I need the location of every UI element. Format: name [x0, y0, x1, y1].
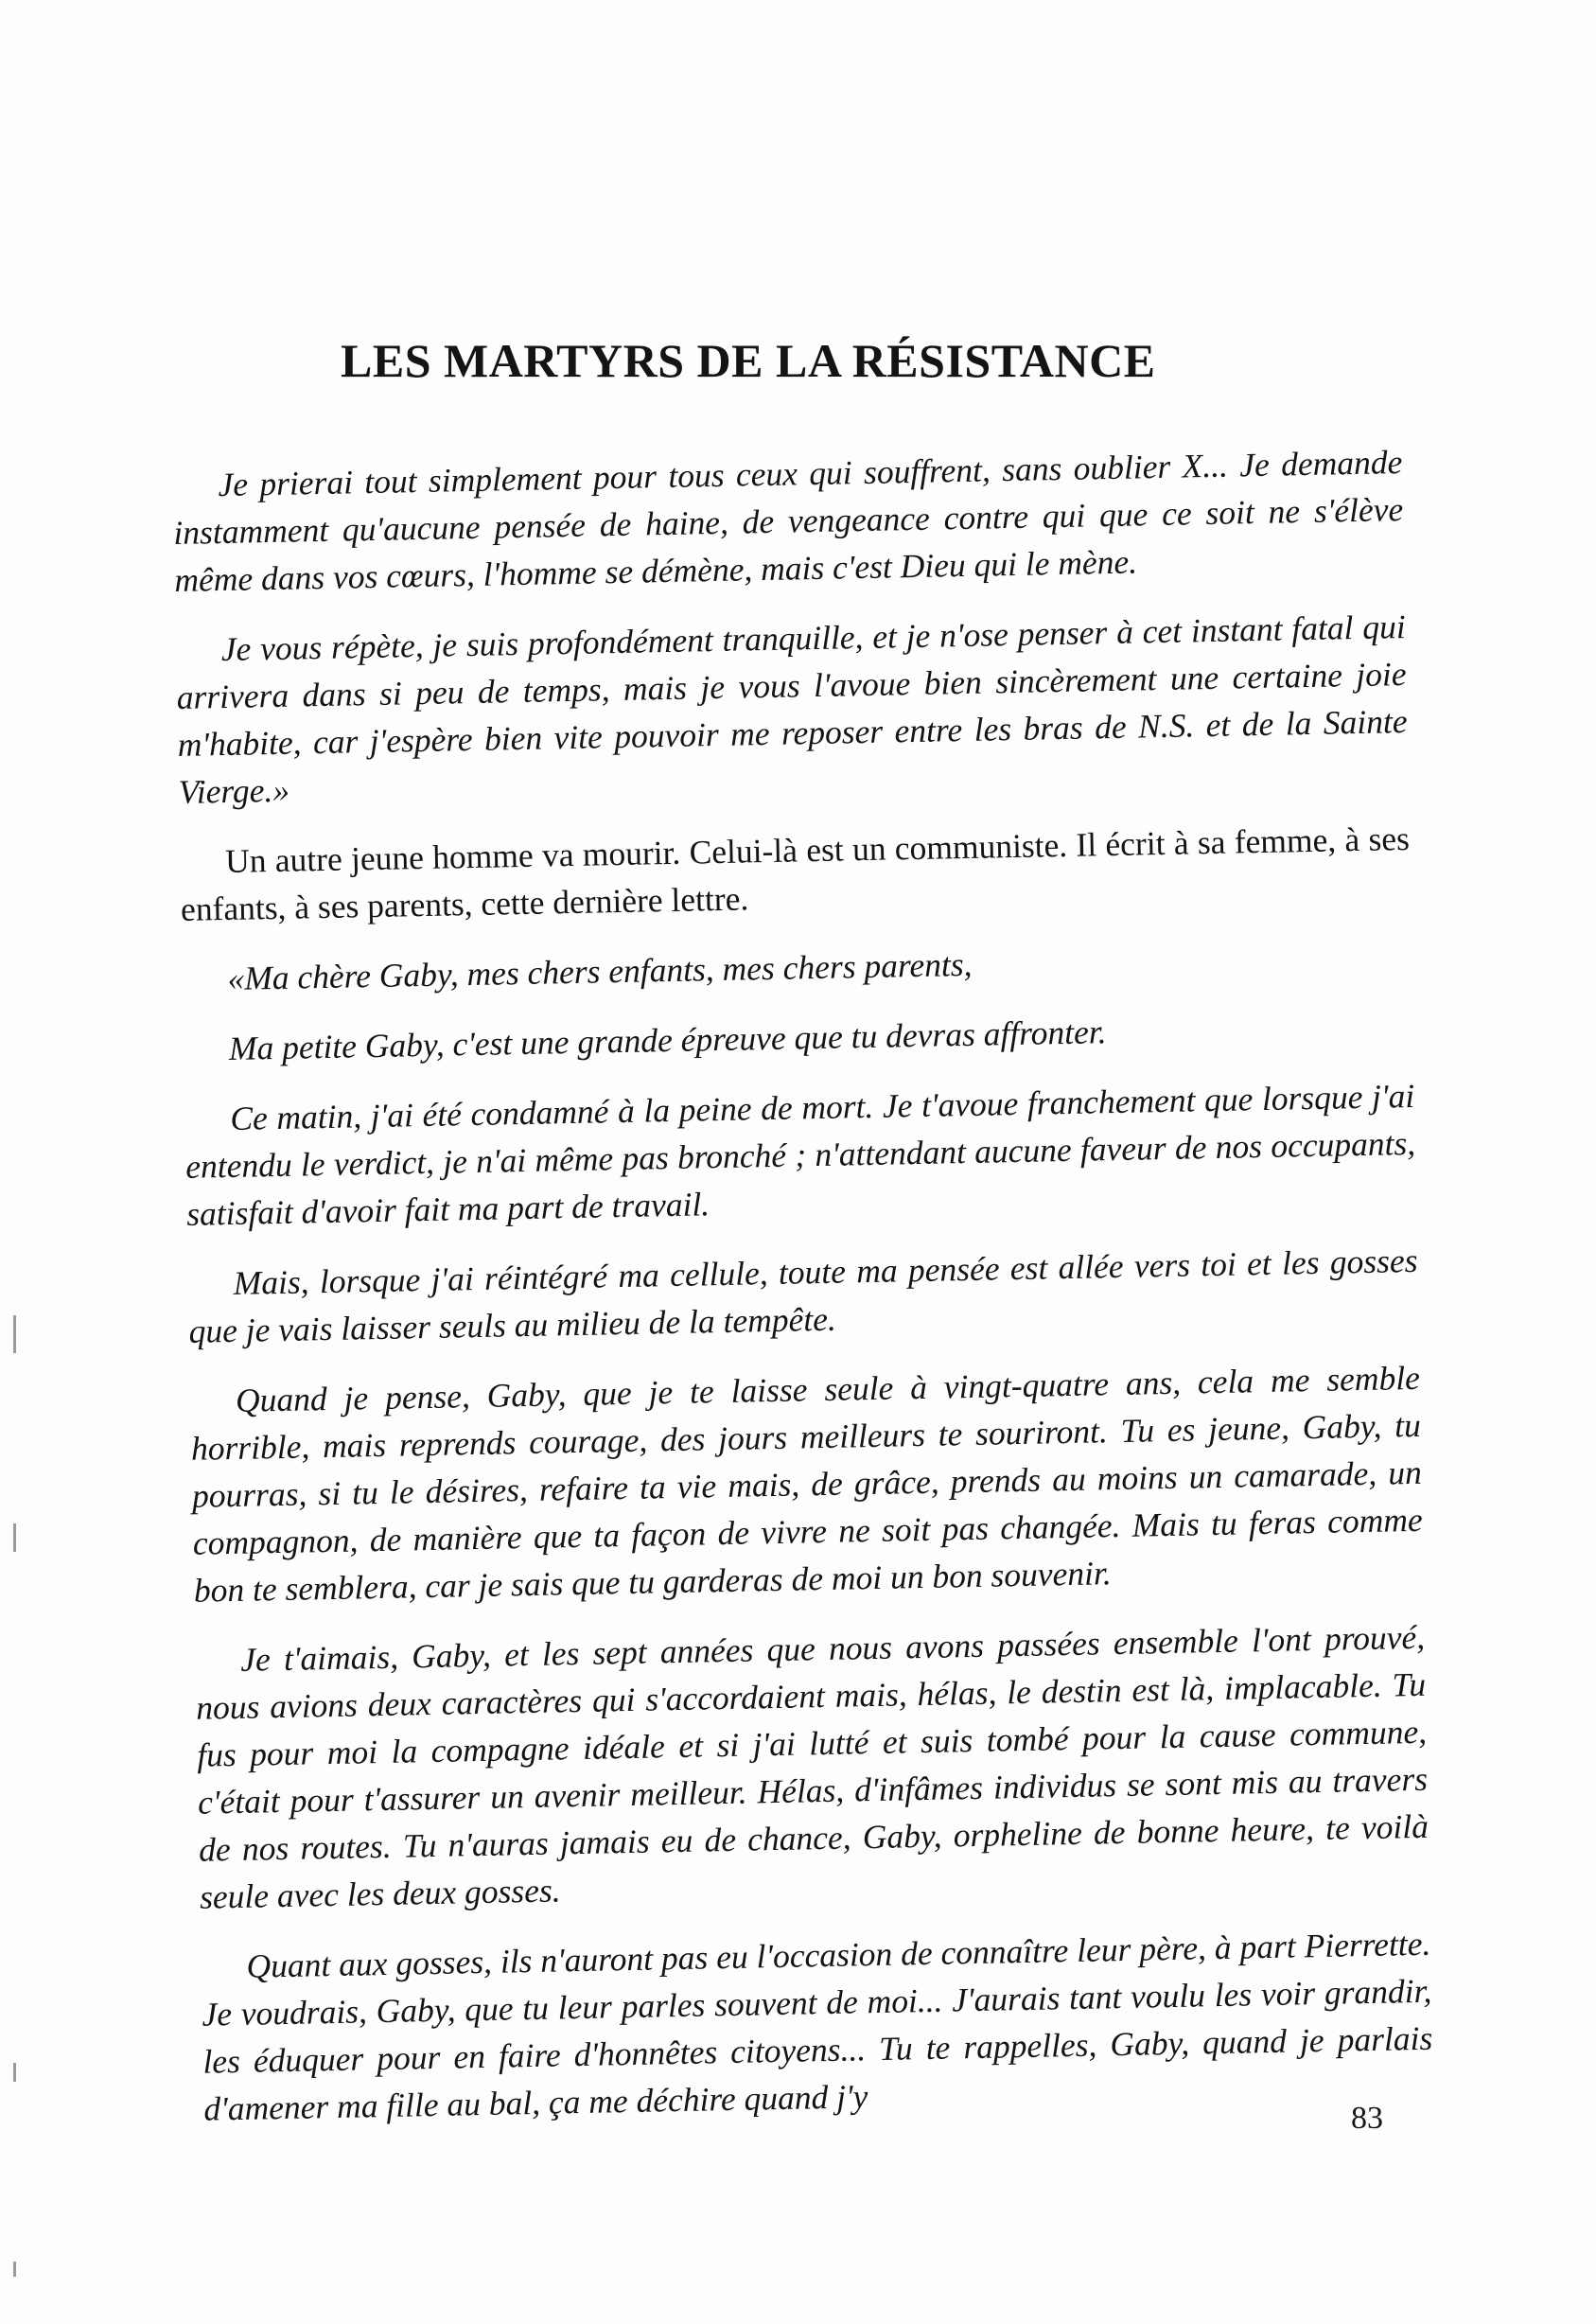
paragraph: Quant aux gosses, ils n'auront pas eu l'occasion de connaître leur père, à part Pierrette. Je voudrais, Gaby, que tu leur parles souvent de moi... J'aurais tant voulu les voir grandir, les éduquer pour en faire d'honnêtes citoyens... Tu te rappelles, Gaby, quand je parlais d'amener ma fille au bal, ça me déchire quand j'y	[202, 1924, 1433, 2128]
paragraph: Mais, lorsque j'ai réintégré ma cellule, toute ma pensée est allée vers toi et les gosses que je vais laisser seuls au milieu de la tempête.	[188, 1241, 1418, 1350]
scan-edge-mark	[13, 2063, 16, 2082]
chapter-title: LES MARTYRS DE LA RÉSISTANCE	[341, 334, 1156, 387]
paragraph: Je t'aimais, Gaby, et les sept années que nous avons passées ensemble l'ont prouvé, nous avions deux caractères qui s'accordaient mais, hélas, le destin est là, implacable. Tu fus pour moi la compagne idéale et si j'ai lutté et suis tombé pour la cause commune, c'était pour t'assurer un avenir meilleur. Hélas, d'infâmes individus se sont mis au travers de nos routes. Tu n'auras jamais eu de chance, Gaby, orpheline de bonne heure, te voilà seule avec les deux gosses.	[195, 1617, 1429, 1916]
body-text	[172, 438, 1434, 2156]
scan-edge-mark	[13, 1523, 16, 1552]
paragraph: Je vous répète, je suis profondément tranquille, et je n'ose penser à cet instant fatal qui arrivera dans si peu de temps, mais je vous l'avoue bien sincèrement une certaine joie m'habite, car j'espère bien vite pouvoir me reposer entre les bras de N.S. et de la Sainte Vierge.»	[176, 607, 1408, 811]
paragraph: «Ma chère Gaby, mes chers enfants, mes chers parents,	[227, 944, 973, 997]
paragraph: Je prierai tout simplement pour tous ceux qui souffrent, sans oublier X... Je demande instamment qu'aucune pensée de haine, de vengeance contre qui que ce soit ne s'élève même dans vos cœurs, l'homme se démène, mais c'est Dieu qui le mène.	[173, 443, 1404, 599]
scan-edge-mark	[13, 1315, 16, 1353]
paragraph: Ce matin, j'ai été condamné à la peine de mort. Je t'avoue franchement que lorsque j'ai entendu le verdict, je n'ai même pas bronché ; n'attendant aucune faveur de nos occupants, satisfait d'avoir fait ma part de travail.	[184, 1076, 1416, 1233]
paragraph: Quand je pense, Gaby, que je te laisse seule à vingt-quatre ans, cela me semble horrible, mais reprends courage, des jours meilleurs te souriront. Tu es jeune, Gaby, tu pourras, si tu le désires, refaire ta vie mais, de grâce, prends au moins un camarade, un compagnon, de manière que ta façon de vivre ne soit pas changée. Mais tu feras comme bon te semblera, car je sais que tu garderas de moi un bon souvenir.	[190, 1358, 1424, 1610]
paragraph: Un autre jeune homme va mourir. Celui-là est un communiste. Il écrit à sa femme, à ses enfants, à ses parents, cette dernière lettre.	[180, 819, 1411, 928]
paragraph: Ma petite Gaby, c'est une grande épreuve que tu devras affronter.	[228, 1012, 1107, 1067]
page-number: 83	[1351, 2101, 1383, 2136]
scan-edge-mark	[13, 2262, 16, 2277]
